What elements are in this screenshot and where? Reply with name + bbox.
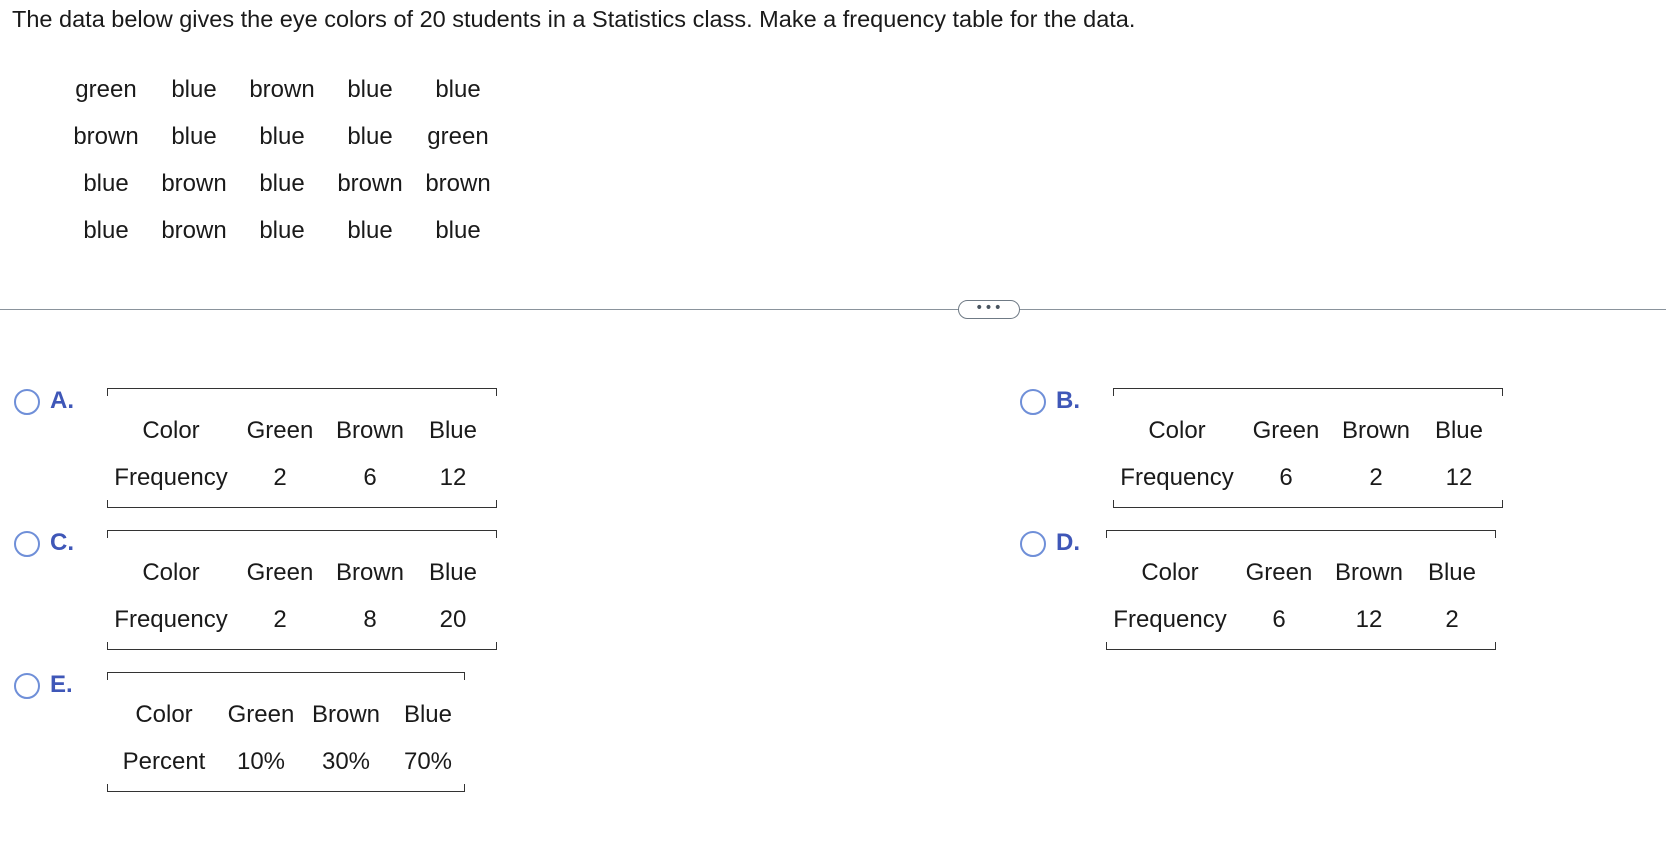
data-cell: brown <box>337 169 403 197</box>
data-cell: blue <box>347 122 393 150</box>
data-cell: brown <box>425 169 491 197</box>
header-cell: Brown <box>335 558 405 586</box>
value-cell: 2 <box>273 463 287 491</box>
header-cell: Green <box>1245 558 1313 586</box>
header-cell: Green <box>246 558 314 586</box>
data-cell: brown <box>73 122 139 150</box>
header-row <box>107 549 491 596</box>
header-row <box>1113 407 1497 454</box>
eye-color-data-table <box>62 66 502 254</box>
option-letter: A. <box>50 387 74 414</box>
header-cell: Color <box>1141 558 1199 586</box>
value-cell: 2 <box>1445 605 1459 633</box>
data-cell: green <box>427 122 489 150</box>
header-cell: Brown <box>311 700 381 728</box>
radio-button-b[interactable] <box>1020 389 1046 415</box>
data-cell: blue <box>171 75 217 103</box>
data-cell: blue <box>347 216 393 244</box>
option-letter: C. <box>50 529 74 556</box>
value-cell: 20 <box>439 605 467 633</box>
value-cell: 6 <box>1279 463 1293 491</box>
header-row <box>1106 549 1490 596</box>
section-divider <box>0 309 1666 310</box>
header-cell: Blue <box>428 558 478 586</box>
row-label: Frequency <box>114 463 228 491</box>
data-cell: brown <box>161 216 227 244</box>
row-label: Frequency <box>114 605 228 633</box>
value-cell: 6 <box>363 463 377 491</box>
data-row <box>62 207 502 254</box>
option-b-table <box>1113 388 1503 508</box>
value-cell: 12 <box>1445 463 1473 491</box>
header-cell: Color <box>142 558 200 586</box>
header-row <box>107 407 491 454</box>
data-cell: blue <box>171 122 217 150</box>
option-letter: E. <box>50 671 73 698</box>
value-cell: 70% <box>403 747 453 775</box>
header-row <box>107 691 465 738</box>
value-cell: 2 <box>1369 463 1383 491</box>
header-cell: Green <box>227 700 295 728</box>
header-cell: Brown <box>335 416 405 444</box>
data-cell: blue <box>347 75 393 103</box>
option-d-table <box>1106 530 1496 650</box>
value-row <box>107 738 465 785</box>
value-cell: 12 <box>439 463 467 491</box>
option-letter: D. <box>1056 529 1080 556</box>
header-cell: Color <box>135 700 193 728</box>
data-cell: blue <box>435 216 481 244</box>
question-text: The data below gives the eye colors of 20 students in a Statistics class. Make a frequency table for the data. <box>12 6 1136 32</box>
header-cell: Green <box>1252 416 1320 444</box>
header-cell: Color <box>1148 416 1206 444</box>
header-cell: Blue <box>1427 558 1477 586</box>
header-cell: Color <box>142 416 200 444</box>
data-cell: blue <box>259 122 305 150</box>
radio-button-e[interactable] <box>14 673 40 699</box>
value-cell: 2 <box>273 605 287 633</box>
data-row <box>62 113 502 160</box>
value-cell: 8 <box>363 605 377 633</box>
row-label: Percent <box>122 747 206 775</box>
value-row <box>1106 596 1490 643</box>
value-row <box>107 454 491 501</box>
value-row <box>107 596 491 643</box>
option-letter: B. <box>1056 387 1080 414</box>
option-c-table <box>107 530 497 650</box>
header-cell: Blue <box>1434 416 1484 444</box>
row-label: Frequency <box>1120 463 1234 491</box>
value-cell: 6 <box>1272 605 1286 633</box>
data-cell: brown <box>249 75 315 103</box>
data-cell: blue <box>83 169 129 197</box>
header-cell: Brown <box>1341 416 1411 444</box>
option-e-table <box>107 672 465 792</box>
expand-more-button[interactable]: ••• <box>958 300 1020 319</box>
data-cell: blue <box>83 216 129 244</box>
header-cell: Green <box>246 416 314 444</box>
radio-button-a[interactable] <box>14 389 40 415</box>
data-cell: brown <box>161 169 227 197</box>
value-row <box>1113 454 1497 501</box>
value-cell: 12 <box>1355 605 1383 633</box>
header-cell: Blue <box>403 700 453 728</box>
data-row <box>62 160 502 207</box>
radio-button-c[interactable] <box>14 531 40 557</box>
data-row <box>62 66 502 113</box>
data-cell: blue <box>435 75 481 103</box>
option-a-table <box>107 388 497 508</box>
header-cell: Blue <box>428 416 478 444</box>
header-cell: Brown <box>1334 558 1404 586</box>
value-cell: 30% <box>321 747 371 775</box>
data-cell: blue <box>259 169 305 197</box>
row-label: Frequency <box>1113 605 1227 633</box>
data-cell: blue <box>259 216 305 244</box>
data-cell: green <box>75 75 137 103</box>
value-cell: 10% <box>236 747 286 775</box>
radio-button-d[interactable] <box>1020 531 1046 557</box>
